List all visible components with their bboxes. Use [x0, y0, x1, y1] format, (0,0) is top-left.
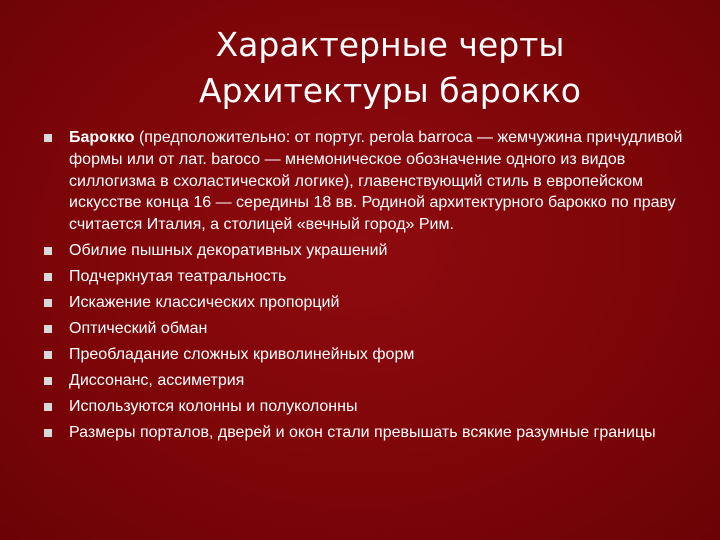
square-bullet-icon: [44, 273, 52, 281]
square-bullet-icon: [44, 325, 52, 333]
square-bullet-icon: [44, 247, 52, 255]
square-bullet-icon: [44, 429, 52, 437]
bullet-text: (предположительно: от португ. perola barroca — жемчужина причудливой формы или от лат. baroco — мнемоническое обозначение одного из видов силлогизма в схоластической логике), главенствующий стиль в европейском искусстве конца 16 — середины 18 вв. Родиной архитектурного барокко по праву считается Италия, а столицей «вечный город» Рим.: [69, 129, 683, 234]
square-bullet-icon: [44, 351, 52, 359]
bullet-item: [44, 344, 684, 366]
bullet-text: Подчеркнутая театральность: [69, 268, 287, 286]
bullet-item: [44, 266, 684, 288]
bullet-term: Барокко: [69, 129, 135, 146]
bullet-text: Преобладание сложных криволинейных форм: [69, 346, 415, 364]
bullet-item: [44, 422, 684, 444]
square-bullet-icon: [44, 299, 52, 307]
bullet-text: Искажение классических пропорций: [69, 294, 340, 312]
bullet-item: [44, 240, 684, 262]
bullet-item: [44, 318, 684, 340]
square-bullet-icon: [44, 377, 52, 385]
bullet-text: Размеры порталов, дверей и окон стали превышать всякие разумные границы: [69, 424, 656, 442]
bullet-text: Используются колонны и полуколонны: [69, 398, 358, 416]
bullet-list: [44, 127, 684, 448]
bullet-item: [44, 127, 684, 236]
slide-title-line-2: Архитектуры барокко: [199, 71, 581, 110]
square-bullet-icon: [44, 403, 52, 411]
slide-title-line-1: Характерные черты: [215, 25, 565, 64]
square-bullet-icon: [44, 134, 52, 142]
slide-title: [60, 22, 720, 114]
bullet-item: [44, 292, 684, 314]
bullet-item: [44, 370, 684, 392]
bullet-text: Обилие пышных декоративных украшений: [69, 242, 388, 260]
bullet-text: Оптический обман: [69, 320, 208, 338]
bullet-text: Диссонанс, ассиметрия: [69, 372, 245, 390]
bullet-item: [44, 396, 684, 418]
